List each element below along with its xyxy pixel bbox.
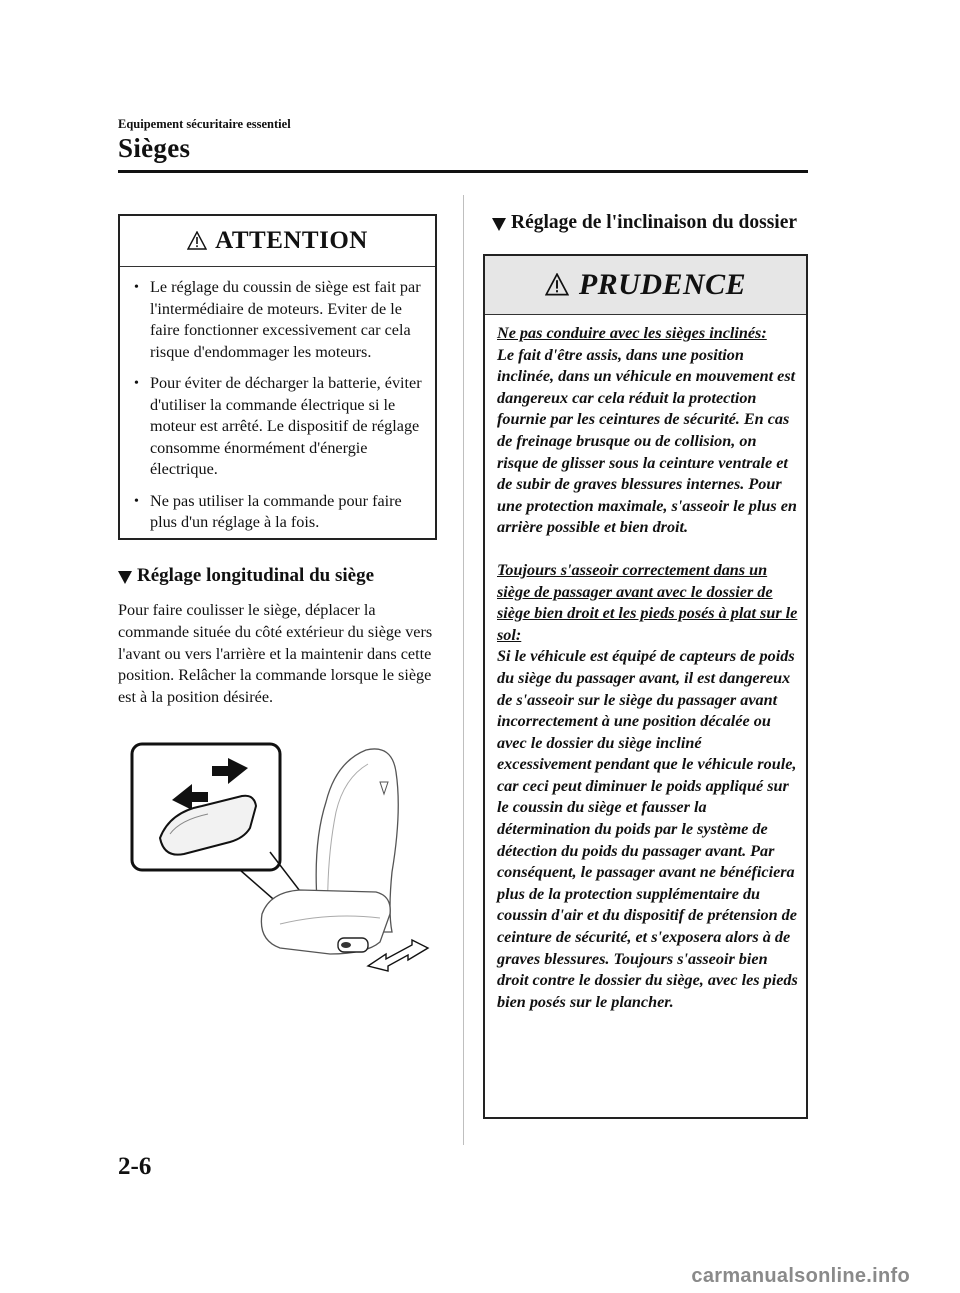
bullet-icon: • [134, 493, 139, 509]
prudence-title: PRUDENCE [578, 268, 747, 301]
warning-heading: Ne pas conduire avec les sièges inclinés: [497, 324, 767, 342]
spacer [497, 539, 798, 560]
prudence-header [485, 256, 806, 315]
bullet-icon: • [134, 280, 139, 295]
warning-text: Le fait d'être assis, dans une position inclinée, dans un véhicule en mouvement est dangereux car cela réduit la protection fournie par les ceintures de sécurité. En cas de freinage brusque ou de collision, on risque de glisser sous la ceinture ventrale et de subir de graves blessures internes. Pour une protection maximale, s'asseoir le plus en arrière possible et bien droit. [497, 345, 797, 537]
page-title: Sièges [118, 133, 191, 163]
list-item [132, 277, 425, 363]
warning-heading: Toujours s'asseoir correctement dans un siège de passager avant avec le dossier de siège bien droit et les pieds posés à plat sur le sol: [497, 560, 798, 644]
list-item-text: Ne pas utiliser la commande pour faire plus d'un réglage à la fois. [150, 491, 402, 531]
warning-triangle-icon [187, 231, 207, 251]
column-divider [463, 195, 464, 1145]
section-label: Equipement sécuritaire essentiel [118, 117, 291, 131]
longitudinal-heading-text: Réglage longitudinal du siège [137, 565, 374, 586]
longitudinal-body: Pour faire coulisser le siège, déplacer la commande située du côté extérieur du siège vers l'avant ou vers l'arrière et la maintenir dans cette position. Relâcher la commande lorsque le siège est à la position désirée. [118, 601, 433, 707]
longitudinal-heading [118, 565, 374, 587]
prudence-body [485, 315, 806, 1013]
recline-heading [492, 212, 797, 234]
triangle-down-icon [492, 218, 506, 231]
seat-illustration [130, 742, 430, 972]
triangle-down-icon [118, 571, 132, 584]
page-number: 2-6 [118, 1153, 152, 1180]
attention-box [118, 214, 437, 540]
attention-list [120, 267, 435, 534]
attention-header [120, 216, 435, 267]
list-item-text: Le réglage du coussin de siège est fait par l'intermédiaire de moteurs. Eviter de le faire fonctionner excessivement car cela risque d'endommager les moteurs. [150, 278, 421, 361]
warning-triangle-icon [545, 273, 569, 297]
watermark: carmanualsonline.info [691, 1265, 910, 1287]
list-item [132, 373, 425, 481]
warning-text: Si le véhicule est équipé de capteurs de poids du siège du passager avant, il est dangereux de s'asseoir sur le siège du passager avant incorrectement à une position décalée ou avec le dossier du siège incliné excessivement pendant que le véhicule roule, car ceci peut diminuer le poids appliqué sur le coussin du siège et fausser la détermination du poids par le système de détection du poids du passager avant. Par conséquent, le passager avant ne bénéficiera plus de la protection supplémentaire du coussin d'air et du dispositif de prétension de ceinture de sécurité, et s'exposera alors à de graves blessures. Toujours s'asseoir bien droit contre le dossier du siège, avec les pieds bien posés sur le plancher. [497, 647, 798, 1011]
list-item [132, 491, 425, 534]
list-item-text: Pour éviter de décharger la batterie, éviter d'utiliser la commande électrique si le moteur est arrêté. Le dispositif de réglage consomme énormément d'énergie électrique. [150, 374, 422, 478]
recline-heading-text: Réglage de l'inclinaison du dossier [511, 212, 798, 233]
bullet-icon: • [134, 376, 139, 391]
attention-title: ATTENTION [215, 227, 368, 254]
header-rule [118, 170, 808, 173]
prudence-box [483, 254, 808, 1119]
